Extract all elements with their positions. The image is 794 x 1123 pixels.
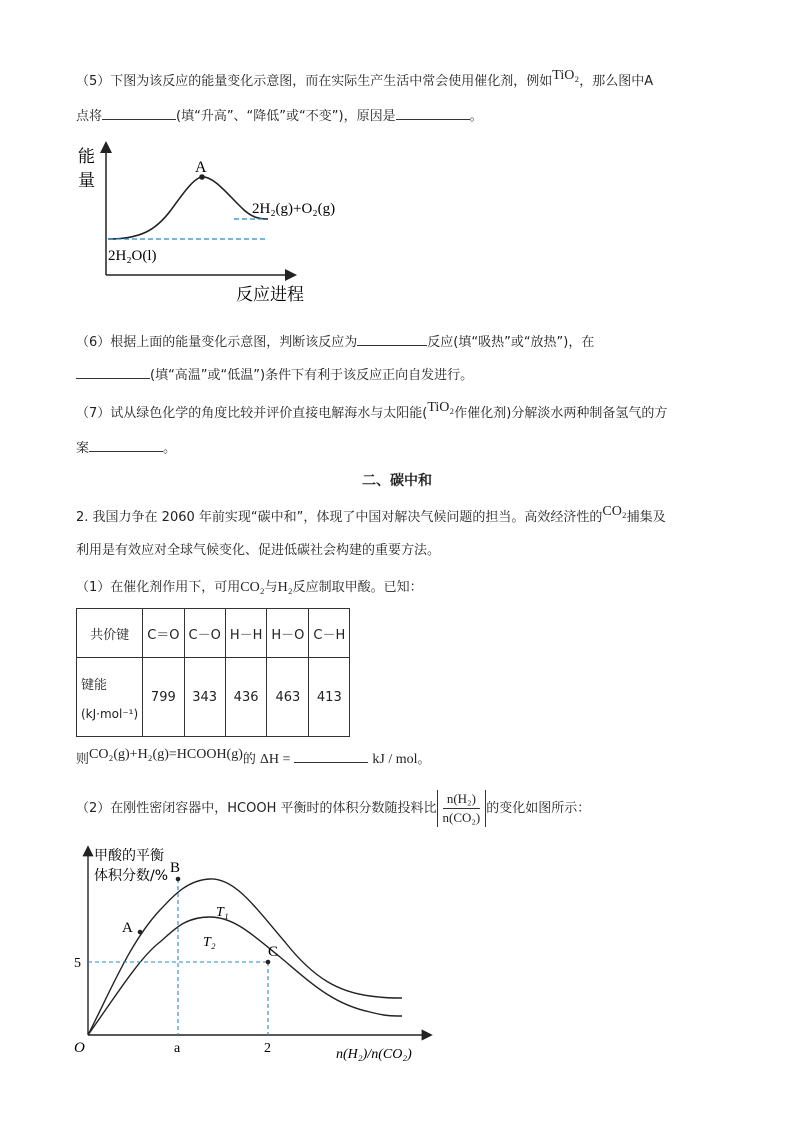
answer-blank-evaluation[interactable] [89, 437, 163, 452]
reaction-equation: CO₂(g)+H₂(g)=HCOOH(g) [89, 747, 243, 762]
table-row [77, 658, 350, 737]
formic-y-label-2: 体积分数/% [94, 868, 169, 884]
bond-energy-table [76, 608, 350, 737]
q7-line-1: （7）试从绿色化学的角度比较并评价直接电解海水与太阳能(TiO₂作催化剂)分解淡水两种制备氢气的方 [76, 400, 668, 421]
table-header-cell: C－H [309, 609, 350, 658]
answer-blank-reason[interactable] [396, 105, 470, 120]
table-row-label: 键能 (kJ·mol⁻¹) [77, 658, 143, 737]
table-header-cell: H－O [267, 609, 309, 658]
reactant-label: 2H₂O(l) [108, 248, 157, 264]
peak-a-label: A [195, 159, 207, 176]
table-header-cell: C－O [184, 609, 225, 658]
table-cell: 413 [309, 658, 350, 737]
table-cell: 436 [225, 658, 267, 737]
curve-t2-label: T₂ [203, 935, 216, 950]
table-header-cell: H－H [225, 609, 267, 658]
energy-diagram [76, 140, 376, 310]
table-header-cell: C＝O [143, 609, 184, 658]
section-title: 二、碳中和 [362, 473, 432, 489]
energy-curve [108, 177, 268, 239]
point-c [266, 960, 271, 965]
point-c-label: C [268, 944, 279, 960]
product-label: 2H₂(g)+O₂(g) [252, 201, 336, 217]
table-header-cell: 共价键 [77, 609, 143, 658]
origin-label: O [74, 1040, 85, 1056]
q6-line-2: (填“高温”或“低温”)条件下有利于该反应正向自发进行。 [76, 364, 473, 386]
q2-part1-line: （1）在催化剂作用下，可用CO₂与H₂反应制取甲酸。已知： [76, 580, 423, 595]
table-cell: 343 [184, 658, 225, 737]
delta-h-line: 则CO₂(g)+H₂(g)=HCOOH(g)的 ΔH = kJ / mol。 [76, 747, 431, 767]
y-tick-5: 5 [74, 956, 81, 971]
energy-y-label-2: 量 [78, 171, 95, 191]
point-a [138, 930, 143, 935]
formic-x-label: n(H₂)/n(CO₂) [336, 1047, 412, 1062]
q5-line-2: 点将 (填“升高”、“降低”或“不变”)，原因是 。 [76, 105, 483, 127]
table-header-row [77, 609, 350, 658]
curve-t1 [88, 879, 402, 1035]
point-b-label: B [170, 860, 181, 876]
point-b [176, 877, 181, 882]
q5-line-1: （5）下图为该反应的能量变化示意图，而在实际生产生活中常会使用催化剂，例如TiO₂，那么图中A [76, 68, 654, 89]
table-cell: 463 [267, 658, 309, 737]
x-tick-2: 2 [264, 1041, 271, 1056]
formic-y-label-1: 甲酸的平衡 [94, 848, 164, 864]
energy-x-label: 反应进程 [236, 285, 304, 305]
answer-blank-a-point[interactable] [102, 105, 176, 120]
q2-intro-line-2: 利用是有效应对全球气候变化、促进低碳社会构建的重要方法。 [76, 543, 441, 558]
answer-blank-delta-h[interactable] [294, 748, 368, 763]
x-tick-a: a [174, 1041, 181, 1056]
q2-part2-line: （2）在刚性密闭容器中，HCOOH 平衡时的体积分数随投料比 $\frac{\text{n(H₂)}}{\text{n(CO₂)}}$ 的变化如图所示： [76, 791, 591, 825]
answer-blank-temperature[interactable] [76, 364, 150, 379]
curve-t1-label: T₁ [216, 905, 229, 920]
catalyst-formula: TiO₂ [552, 68, 580, 83]
q7-line-2: 案 。 [76, 437, 176, 459]
table-cell: 799 [143, 658, 184, 737]
formic-acid-chart [70, 842, 440, 1064]
q2-intro-line-1: 2. 我国力争在 2060 年前实现“碳中和”，体现了中国对解决气候问题的担当。高效经济性的CO₂捕集及 [76, 504, 666, 525]
point-a-label: A [122, 920, 133, 936]
q6-line-1: （6）根据上面的能量变化示意图，判断该反应为 反应(填“吸热”或“放热”)，在 [76, 331, 594, 353]
energy-y-label-1: 能 [78, 147, 95, 167]
answer-blank-reaction-type[interactable] [357, 331, 427, 346]
feed-ratio-fraction: $\frac{\text{n(H₂)}}{\text{n(CO₂)}}$ [437, 790, 487, 827]
curve-t2 [88, 917, 402, 1035]
